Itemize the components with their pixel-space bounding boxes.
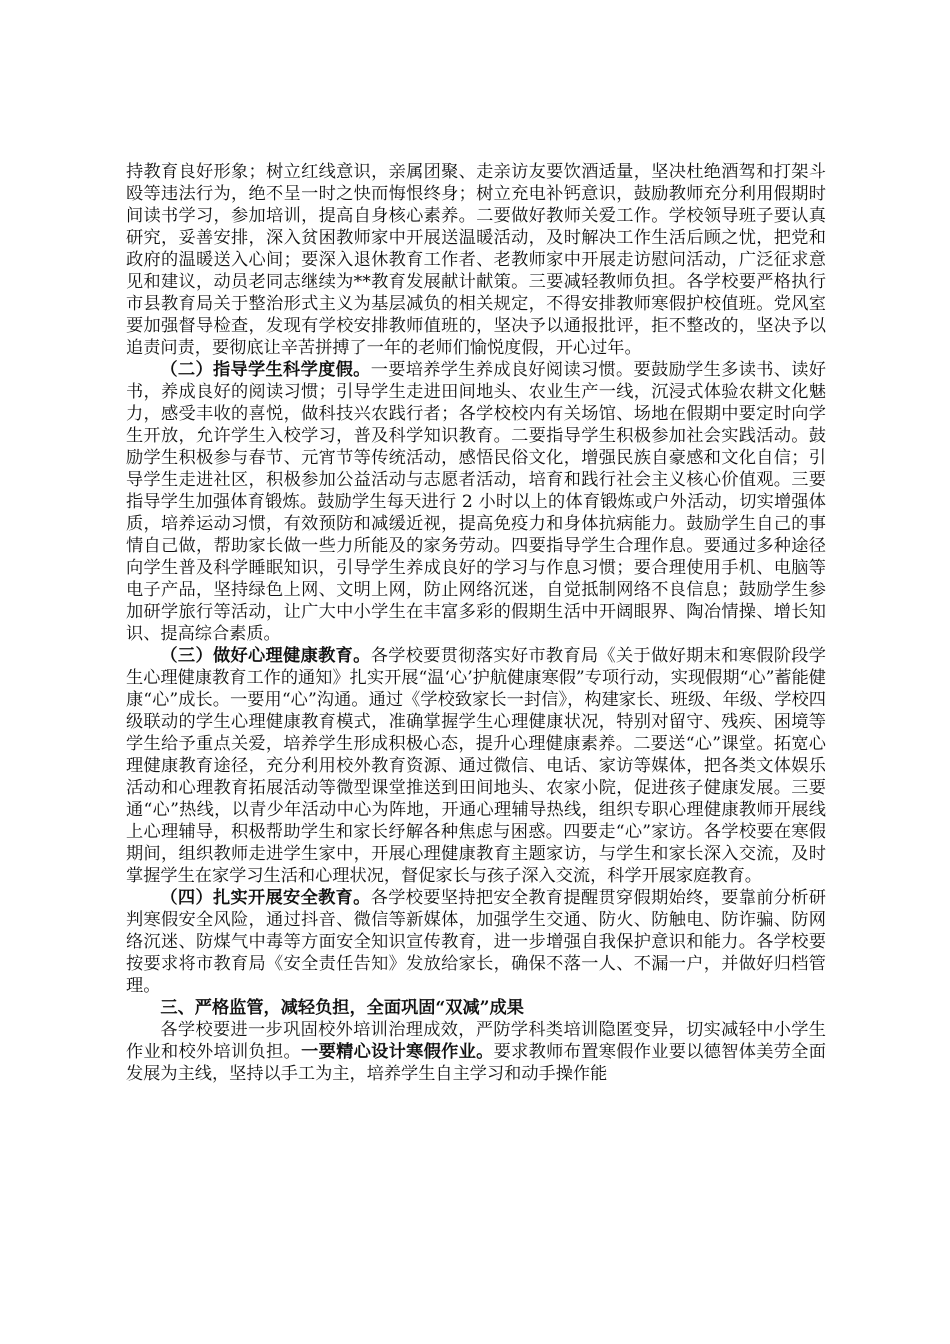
paragraph-text: 一要培养学生养成良好阅读习惯。要鼓励学生多读书、读好书，养成良好的阅读习惯；引导学生走进田间地头、农业生产一线，沉浸式体验农耕文化魅力，感受丰收的喜悦，做科技兴农践行者；各学校校内有关场馆、场地在假期中要定时向学生开放，允许学生入校学习，普及科学知识教育。二要指导学生积极参加社会实践活动。鼓励学生积极参与春节、元宵节等传统活动，感悟民俗文化，增强民族自豪感和文化自信；引导学生走进社区，积极参加公益活动与志愿者活动，培育和践行社会主义核心价值观。三要指导学生加强体育锻炼。鼓励学生每天进行 2 小时以上的体育锻炼或户外活动，切实增强体质，培养运动习惯，有效预防和减缓近视，提高免疫力和身体抗病能力。鼓励学生自己的事情自己做，帮助家长做一些力所能及的家务劳动。四要指导学生合理作息。要通过多种途径向学生普及科学睡眠知识，引导学生养成良好的学习与作息习惯；要合理使用手机、电脑等电子产品，坚持绿色上网、文明上网，防止网络沉迷，自觉抵制网络不良信息；鼓励学生参加研学旅行等活动，让广大中小学生在丰富多彩的假期生活中开阔眼界、陶冶情操、增长知识、提高综合素质。 (126, 360, 826, 644)
section-heading-safety-education: （四）扎实开展安全教育。 (160, 888, 371, 908)
paragraph-student-vacation (126, 359, 826, 645)
section-heading-mental-health: （三）做好心理健康教育。 (160, 646, 371, 666)
inline-heading-homework: 一要精心设计寒假作业。 (301, 1042, 494, 1062)
paragraph-text: 各学校要坚持把安全教育提醒贯穿假期始终，要靠前分析研判寒假安全风险，通过抖音、微信等新媒体，加强学生交通、防火、防触电、防诈骗、防网络沉迷、防煤气中毒等方面安全知识宣传教育，进一步增强自我保护意识和能力。各学校要按要求将市教育局《安全责任告知》发放给家长，确保不落一人、不漏一户，并做好归档管理。 (126, 888, 826, 996)
paragraph-text: 持教育良好形象；树立红线意识，亲属团聚、走亲访友要饮酒适量，坚决杜绝酒驾和打架斗殴等违法行为，绝不呈一时之快而悔恨终身；树立充电补钙意识，鼓励教师充分利用假期时间读书学习，参加培训，提高自身核心素养。二要做好教师关爱工作。学校领导班子要认真研究，妥善安排，深入贫困教师家中开展送温暖活动，及时解决工作生活后顾之忧，把党和政府的温暖送入心间；要深入退休教育工作者、老教师家中开展走访慰问活动，广泛征求意见和建议，动员老同志继续为**教育发展献计献策。三要减轻教师负担。各学校要严格执行市县教育局关于整治形式主义为基层减负的相关规定，不得安排教师寒假护校值班。党风室要加强督导检查，发现有学校安排教师值班的，坚决予以通报批评，拒不整改的，坚决予以追责问责，要彻底让辛苦拼搏了一年的老师们愉悦度假，开心过年。 (126, 162, 826, 358)
paragraph-safety-education (126, 887, 826, 997)
paragraph-homework (126, 1019, 826, 1085)
section-title-double-reduction: 三、严格监管，减轻负担，全面巩固“双减”成果 (160, 998, 524, 1018)
paragraph-mental-health (126, 645, 826, 887)
paragraph-teacher-care (126, 161, 826, 359)
section-heading-student-vacation: （二）指导学生科学度假。 (160, 360, 371, 380)
paragraph-text: 各学校要进一步巩固校外培训治理成效，严防学科类培训隐匿变异，切实减轻中小学生作业和校外培训负担。 (126, 1020, 826, 1062)
paragraph-text: 要求教师布置寒假作业要以德智体美劳全面发展为主线，坚持以手工为主，培养学生自主学习和动手操作能 (126, 1042, 826, 1084)
document-body (126, 161, 826, 1085)
paragraph-text: 各学校要贯彻落实好市教育局《关于做好期末和寒假阶段学生心理健康教育工作的通知》扎实开展“温‘心’护航健康寒假”专项行动，实现假期“心”蓄能健康“心”成长。一要用“心”沟通。通过《学校致家长一封信》，构建家长、班级、年级、学校四级联动的学生心理健康教育模式，准确掌握学生心理健康状况，特别对留守、残疾、困境等学生给予重点关爱，培养学生形成积极心态，提升心理健康素养。二要送“心”课堂。拓宽心理健康教育途径，充分利用校外教育资源、通过微信、电话、家访等媒体，把各类文体娱乐活动和心理教育拓展活动等微型课堂推送到田间地头、农家小院，促进孩子健康发展。三要通“心”热线，以青少年活动中心为阵地，开通心理辅导热线，组织专职心理健康教师开展线上心理辅导，积极帮助学生和家长纾解各种焦虑与困惑。四要走“心”家访。各学校要在寒假期间，组织教师走进学生家中，开展心理健康教育主题家访，与学生和家长深入交流，及时掌握学生在家学习生活和心理状况，督促家长与孩子深入交流，科学开展家庭教育。 (126, 646, 826, 886)
